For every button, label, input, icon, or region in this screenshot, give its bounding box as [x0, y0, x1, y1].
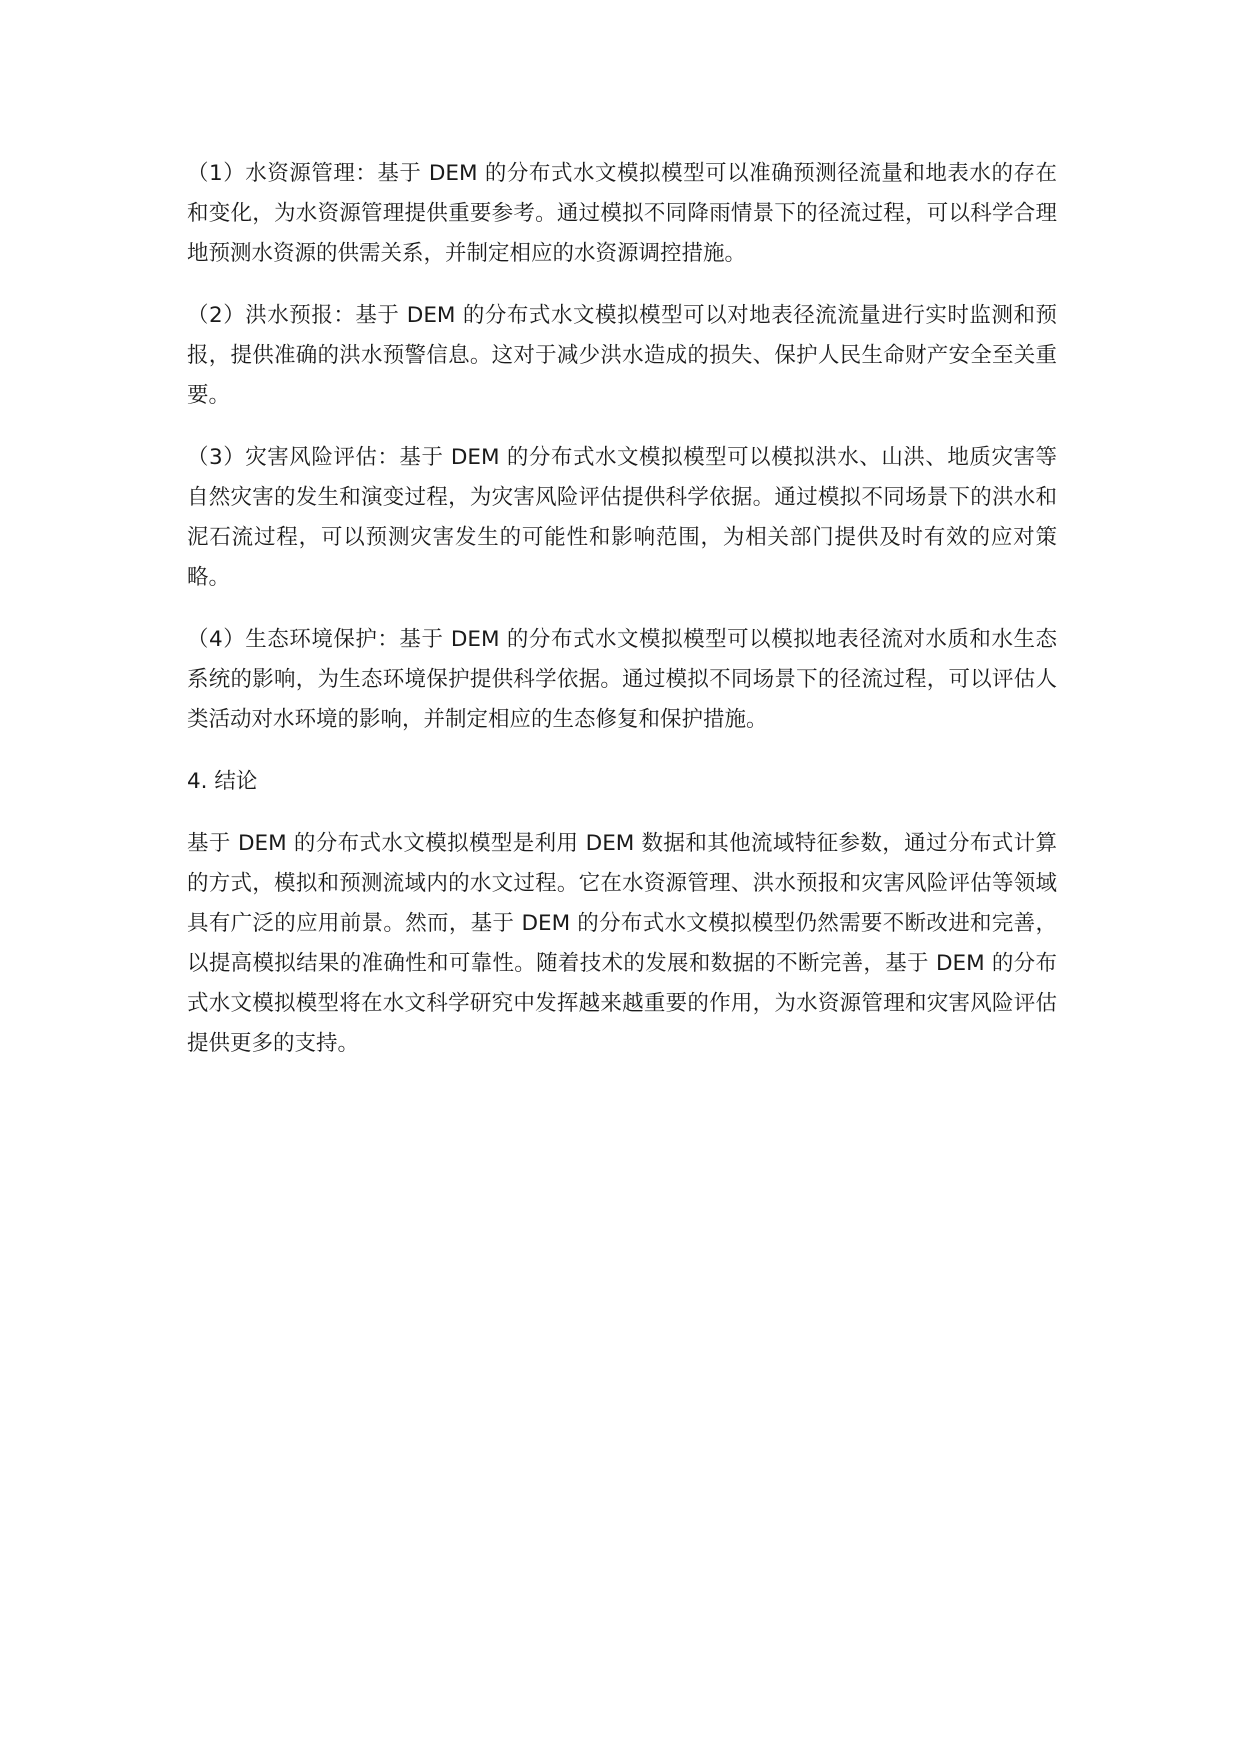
paragraph-conclusion: 基于 DEM 的分布式水文模拟模型是利用 DEM 数据和其他流域特征参数，通过分布式计算的方式，模拟和预测流域内的水文过程。它在水资源管理、洪水预报和灾害风险评估等领域具有广泛的应用前景。然而，基于 DEM 的分布式水文模拟模型仍然需要不断改进和完善，以提高模拟结果的准确性和可靠性。随着技术的发展和数据的不断完善，基于 DEM 的分布式水文模拟模型将在水文科学研究中发挥越来越重要的作用，为水资源管理和灾害风险评估提供更多的支持。	[187, 831, 1057, 1056]
document-body	[187, 154, 1057, 1086]
paragraph-ecological-protection: （4）生态环境保护：基于 DEM 的分布式水文模拟模型可以模拟地表径流对水质和水生态系统的影响，为生态环境保护提供科学依据。通过模拟不同场景下的径流过程，可以评估人类活动对水环境的影响，并制定相应的生态修复和保护措施。	[187, 627, 1057, 732]
paragraph-flood-forecast: （2）洪水预报：基于 DEM 的分布式水文模拟模型可以对地表径流流量进行实时监测和预报，提供准确的洪水预警信息。这对于减少洪水造成的损失、保护人民生命财产安全至关重要。	[187, 303, 1057, 408]
paragraph-disaster-risk-assessment: （3）灾害风险评估：基于 DEM 的分布式水文模拟模型可以模拟洪水、山洪、地质灾害等自然灾害的发生和演变过程，为灾害风险评估提供科学依据。通过模拟不同场景下的洪水和泥石流过程，可以预测灾害发生的可能性和影响范围，为相关部门提供及时有效的应对策略。	[187, 445, 1057, 590]
paragraph-water-resource-management: （1）水资源管理：基于 DEM 的分布式水文模拟模型可以准确预测径流量和地表水的存在和变化，为水资源管理提供重要参考。通过模拟不同降雨情景下的径流过程，可以科学合理地预测水资源的供需关系，并制定相应的水资源调控措施。	[187, 161, 1057, 266]
section-heading-conclusion: 4. 结论	[187, 769, 258, 794]
